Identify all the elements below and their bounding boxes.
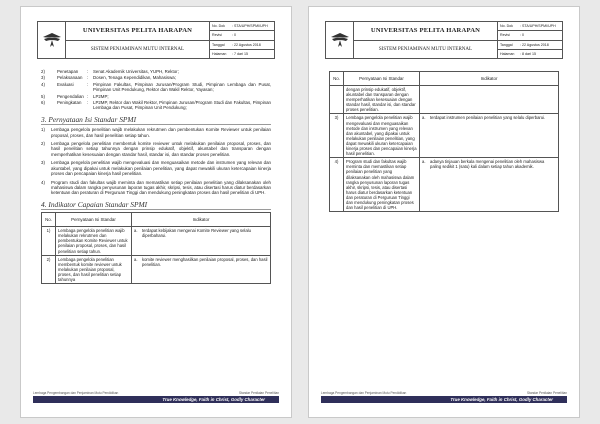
list-number: 2) (41, 69, 45, 74)
indicator-cell (420, 158, 559, 212)
list-number: 1) (41, 127, 45, 133)
meta-value: : 7 dari 15 (232, 51, 248, 56)
definition-desc: LP2MP; (93, 93, 109, 99)
meta-value: : STA/UPH/SPMI/UPH (232, 24, 268, 29)
definition-desc: LP2MP, Rektor dan Wakil Rektor, Pimpinan Jurusan/Program Studi dan Fakultas, Pimpinan Lembaga dan Pusat, Pimpinan Unit Pendukung; (93, 100, 271, 111)
column-header: Indikator (420, 72, 559, 86)
indicator-cell (132, 255, 271, 283)
standard-text: Lembaga pengelola penelitian wajib melakukan rekrutmen dan pembentukan Komite Reviewer untuk penilaian proposal, proses, dan hasil penelitian setiap tahun. (51, 127, 271, 138)
footer-right-text: Standar Penilaian Penelitian (238, 391, 279, 395)
meta-value: : STA/UPH/SPMI/UPH (520, 24, 556, 29)
meta-key: No. Dok (500, 24, 513, 29)
footer-right-text: Standar Penilaian Penelitian (526, 391, 567, 395)
indicator-text: terdapat kebijakan mengenai Komite Reviewer yang selalu diperbaharui. (142, 228, 251, 239)
list-item (41, 160, 271, 176)
page-footer (321, 391, 567, 403)
indicator-mark: a. (422, 159, 426, 165)
column-header: Pernyataan Isi Standar (344, 72, 420, 86)
row-number: 4) (330, 158, 344, 212)
meta-key: Halaman (500, 51, 515, 56)
document-header (325, 21, 563, 59)
standard-cell: Lembaga pengelola penelitian wajib melakukan rekrutmen dan pembentukan Komite Reviewer untuk penilaian proposal, proses, dan hasil penelitian setiap tahun. (56, 227, 132, 255)
university-logo-icon (326, 22, 354, 58)
list-number: 3) (41, 75, 45, 81)
meta-key: No. Dok (212, 24, 225, 29)
university-name: UNIVERSITAS PELITA HARAPAN (354, 22, 497, 41)
list-number: 4) (41, 179, 45, 185)
definition-term: Pelaksanaan (57, 75, 83, 81)
document-page-8 (308, 6, 580, 418)
column-header: Indikator (132, 213, 271, 227)
meta-key: Halaman (212, 51, 227, 56)
footer-motto: True Knowledge, Faith in Christ, Godly Character (33, 396, 279, 403)
table-row (42, 227, 271, 255)
table-row (330, 114, 559, 158)
row-number: 2) (42, 255, 56, 283)
standard-cell: Program studi dan fakultas wajib meminta dan memastikan setiap penilaian penelitian yang dilaksanakan oleh mahasiswa dalam rangka penyusunan laporan tugas akhir, skripsi, tesis, atau disertasi harus diatur berdasarkan ketentuan dan peraturan di Perguruan Tinggi dan mendukung peningkatan proses dan hasil penelitian di UPH. (344, 158, 420, 212)
meta-key: Revisi (500, 33, 510, 38)
list-number: 3) (41, 160, 45, 166)
document-header (37, 21, 275, 59)
page-body (329, 71, 559, 212)
document-meta (210, 22, 274, 58)
indicator-mark: a. (134, 256, 138, 262)
definition-term: Evaluasi (57, 81, 74, 87)
table-row (42, 255, 271, 283)
standard-cell: Lembaga pengelola penelitian wajib mengevaluasi dan menguasaikan metode dan instrumen yang relevan dan akuntabel, yang dipakai untuk melakukan penilaian penelitian, yang dapat mewakili ukuran ketercapaian kinerja proses dan pencapaian kinerja hasil penelitian. (344, 114, 420, 158)
section-heading: 3. Pernyataan Isi Standar SPMI (41, 117, 271, 125)
indicator-cell (132, 227, 271, 255)
list-item: 5) Pengendalian : LP2MP; (41, 94, 271, 99)
university-name: UNIVERSITAS PELITA HARAPAN (66, 22, 209, 41)
indicator-table (41, 212, 271, 284)
meta-value: : 22 Agustus 2018 (232, 42, 261, 47)
definition-desc: Senat Akademik Universitas, YUPH, Rektor; (93, 69, 179, 74)
list-number: 4) (41, 81, 45, 87)
standard-cell: dengan prinsip edukatif, objektif, akuntabel dan transparan dengan memperhatikan kesesuaian dengan standar hasil, standar isi, dan standar proses penelitian. (344, 86, 420, 114)
indicator-text: komite reviewer menghasilkan penilaian proposal, proses, dan hasil penelitian. (142, 256, 268, 267)
standard-cell: Lembaga pengelola penelitian membentuk komite reviewer untuk melakukan penilaian proposal, proses, dan hasil penelitian setiap tahunnya (56, 255, 132, 283)
list-number: 5) (41, 93, 45, 99)
table-header-row (330, 72, 559, 86)
document-meta (498, 22, 562, 58)
section-heading: 4. Indikator Capaian Standar SPMI (41, 202, 271, 210)
meta-key: Tanggal (212, 42, 225, 47)
page-body (41, 69, 271, 284)
indicator-text: adanya tinjauan berkala mengenai penelitian oleh mahasiswa paling sedikit 1 (satu) kali dalam setiap tahun akademik. (430, 159, 545, 170)
row-number (330, 86, 344, 114)
list-item: 6) Peningkatan : LP2MP, Rektor dan Wakil Rektor, Pimpinan Jurusan/Program Studi dan Fakultas, Pimpinan Lembaga dan Pusat, Pimpinan Unit Pendukung; (41, 100, 271, 111)
meta-key: Tanggal (500, 42, 513, 47)
list-item: 2) Penetapan : Senat Akademik Universitas, YUPH, Rektor; (41, 69, 271, 74)
meta-key: Revisi (212, 33, 222, 38)
list-item (41, 127, 271, 138)
table-row (330, 86, 559, 114)
standard-text: Program studi dan fakultas wajib meminta dan memastikan setiap penilaian penelitian yang dilaksanakan oleh mahasiswa dalam rangka penyusunan laporan tugas akhir, skripsi, tesis, atau disertasi harus diatur berdasarkan ketentuan dan peraturan di Perguruan Tinggi dan mendukung peningkatan proses dan hasil penelitian di UPH. (51, 179, 271, 196)
definition-term: Penetapan (57, 69, 79, 74)
meta-value: : 0 (520, 33, 524, 38)
definition-term: Peningkatan (57, 100, 82, 106)
indicator-table (329, 71, 559, 212)
meta-value: : 22 Agustus 2018 (520, 42, 549, 47)
university-logo-icon (38, 22, 66, 58)
footer-motto: True Knowledge, Faith in Christ, Godly Character (321, 396, 567, 403)
row-number: 3) (330, 114, 344, 158)
system-name: SISTEM PENJAMINAN MUTU INTERNAL (378, 46, 473, 52)
standard-text: Lembaga pengelola penelitian wajib mengevaluasi dan menguasaikan metode dan instrumen yang relevan dan akuntabel, yang dipakai untuk melakukan penilaian penelitian, yang dapat mewakili ukuran ketercapaian kinerja proses dan pencapaian kinerja hasil penelitian. (51, 160, 271, 177)
definition-term: Pengendalian (57, 93, 84, 99)
standard-statement-list (41, 127, 271, 195)
list-item: 3) Pelaksanaan : Dosen, Tenaga Kependidikan, Mahasiswa; (41, 75, 271, 80)
table-header-row (42, 213, 271, 227)
definition-desc: Dosen, Tenaga Kependidikan, Mahasiswa; (93, 75, 176, 81)
footer-left-text: Lembaga Pengembangan dan Penjaminan Mutu Pendidikan (321, 391, 407, 395)
list-item (41, 180, 271, 196)
document-page-7 (20, 6, 292, 418)
column-header: No. (42, 213, 56, 227)
meta-value: : 8 dari 15 (520, 51, 536, 56)
list-number: 2) (41, 141, 45, 147)
system-name: SISTEM PENJAMINAN MUTU INTERNAL (90, 46, 185, 52)
indicator-cell (420, 86, 559, 114)
indicator-text: terdapat instrumen penilaian penelitian yang selalu diperbarui. (430, 115, 546, 121)
column-header: No. (330, 72, 344, 86)
column-header: Pernyataan Isi Standar (56, 213, 132, 227)
table-row (330, 158, 559, 212)
standard-text: Lembaga pengelola penelitian membentuk komite reviewer untuk melakukan penilaian proposal, proses, dan hasil penelitian setiap tahunnya dengan prinsip edukatif, objektif, akuntabel dan transparan dengan memperhatikan kesesuaian dengan standar hasil, standar isi, dan standar proses penelitian. (51, 141, 271, 157)
footer-left-text: Lembaga Pengembangan dan Penjaminan Mutu Pendidikan (33, 391, 119, 395)
definition-list (41, 69, 271, 111)
indicator-mark: a. (422, 115, 426, 121)
indicator-cell (420, 114, 559, 158)
list-number: 6) (41, 100, 45, 106)
meta-value: : 0 (232, 33, 236, 38)
list-item: 4) Evaluasi : Pimpinan Fakultas, Pimpinan Jurusan/Program Studi, Pimpinan Lembaga dan Pusat, Pimpinan Unit Pendukung, Rektor dan Wakil Rektor, Yayasan; (41, 81, 271, 93)
row-number: 1) (42, 227, 56, 255)
indicator-mark: a. (134, 228, 138, 234)
definition-desc: Pimpinan Fakultas, Pimpinan Jurusan/Program Studi, Pimpinan Lembaga dan Pusat, Pimpinan Unit Pendukung, Rektor dan Wakil Rektor, Yayasan; (93, 81, 271, 93)
list-item (41, 141, 271, 157)
page-footer (33, 391, 279, 403)
